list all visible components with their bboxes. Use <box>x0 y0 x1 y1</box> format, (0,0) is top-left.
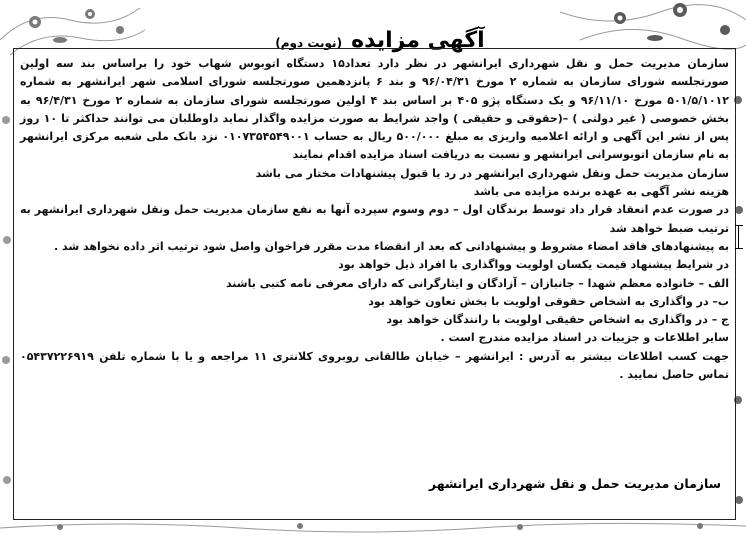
ad-line-rights: سازمان مدیریت حمل ونقل شهرداری ایرانشهر در رد یا قبول پیشنهادات مختار می باشد <box>255 166 729 180</box>
text-cursor-icon <box>738 225 741 249</box>
ad-line-contact: جهت کسب اطلاعات بیشتر به آدرس : ایرانشهر – خیابان طالقانی روبروی کلانتری ۱۱ مراجعه و یا با شماره تلفن ۰۵۴۳۷۲۲۶۹۱۹ تماس حاصل نمایید . <box>20 349 729 382</box>
ad-line-forfeit: در صورت عدم انعقاد قرار داد توسط برندگان اول – دوم وسوم سپرده آنها به نفع سازمان مدیریت حمل ونقل شهرداری ایرانشهر به ترتیب ضبط خواهد شد <box>20 203 729 235</box>
ad-line-priority-a: الف – خانواده معظم شهدا – جانبازان – آزادگان و ایثارگرانی که دارای معرفی نامه کتبی باشند <box>225 276 729 290</box>
ad-title-main: آگهی مزایده <box>351 28 485 53</box>
ad-paragraph-main: سازمان مدیریت حمل و نقل شهرداری ایرانشهر در نظر دارد تعداد۱۵ دستگاه اتوبوس شهاب خود را براساس بند سه اولین صورتجلسه شورای سازمان به شماره ۲ مورخ ۹۶/۰۴/۳۱ و بند ۶ پانزدهمین صورتجلسه شورای اسلامی شهر ایرانشهر به شماره ۵۰۱/۵/۱۰۱۲ مورخ ۹۶/۱۱/۱۰ و یک دستگاه پژو ۴۰۵ بر اساس بند ۴ اولین صورتجلسه شورای سازمان به شماره ۲ مورخ ۹۶/۴/۳۱ به بخش خصوصی ( غیر دولتی ) –(حقوقی و حقیقی ) واجد شرایط به صورت مزایده واگذار نماید داوطلبان می توانند حداکثر تا ۱۰ روز پس از نشر این آگهی و ارائه اعلامیه واریزی به مبلغ ۵۰۰/۰۰۰ ریال به حساب ۰۱۰۷۳۵۴۵۴۹۰۰۱ نزد بانک ملی شعبه مرکزی ایرانشهر به نام سازمان اتوبوسرانی ایرانشهر و نسبت به دریافت اسناد مزایده اقدام نمایند <box>20 57 730 162</box>
ad-line-conditional: به پیشنهادهای فاقد امضاء مشروط و پیشنهاداتی که بعد از انقضاء مدت مقرر فراخوان واصل شود ترتیب اثر داده نخواهد شد . <box>54 239 729 253</box>
floral-ornament-bottom <box>0 518 746 536</box>
ad-line-cost: هزینه نشر آگهی به عهده برنده مزایده می باشد <box>473 185 729 199</box>
ad-line-priority-b: ب– در واگذاری به اشخاص حقوقی اولویت با بخش تعاون خواهد بود <box>368 294 729 308</box>
ad-line-priority: در شرایط پیشنهاد قیمت یکسان اولویت وواگذاری با افراد ذیل خواهد بود <box>338 258 729 272</box>
ad-line-priority-c: ج – در واگذاری به اشخاص حقیقی اولویت با رانندگان خواهد بود <box>386 313 729 327</box>
ad-box <box>13 48 736 520</box>
floral-ornament-left <box>0 60 14 530</box>
ad-title-subtitle: (نوبت دوم) <box>275 36 343 50</box>
ad-signature: سازمان مدیریت حمل و نقل شهرداری ایرانشهر <box>428 476 721 491</box>
ad-line-details: سایر اطلاعات و جزییات در اسناد مزایده مندرج است . <box>440 331 729 345</box>
